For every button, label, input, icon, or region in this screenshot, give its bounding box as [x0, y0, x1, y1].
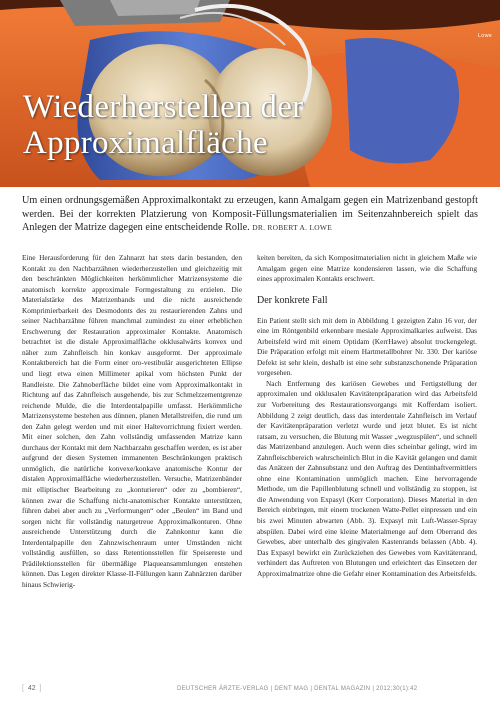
- page-number-value: 42: [27, 685, 36, 692]
- article-title-line-1: Wiederherstellen der: [23, 89, 304, 125]
- journal-citation: DEUTSCHER ÄRZTE-VERLAG | DENT MAG | DENTAL MAGAZIN | 2012;30(1):42: [177, 686, 418, 692]
- article-title: [23, 89, 483, 161]
- page-number: [ 42 ]: [22, 685, 42, 692]
- lead-text: Um einen ordnungsgemäßen Approximalkontakt zu erzeugen, kann Amalgam gegen ein Matrizenband gestopft werden. Bei der korrekten Platzierung von Komposit-Füllungsmaterialien im Seitenzahnbereich spielt das Anlegen der Matrize dagegen eine entscheidende Rolle.: [22, 195, 478, 234]
- hero-photo: [0, 0, 500, 187]
- photo-credit: Lowe: [478, 33, 492, 39]
- body-paragraph: keiten bereiten, da sich Kompositmaterialien nicht in gleichem Maße wie Amalgam gegen eine Matrize kondensieren lassen, wie die Schaffung eines approximalen Kontakts erschwert.: [257, 253, 477, 284]
- lead-paragraph: [22, 194, 478, 235]
- body-column-left: [22, 253, 242, 681]
- body-paragraph: Eine Herausforderung für den Zahnarzt hat stets darin bestanden, den Kontakt zu den Nachbarzähnen wiederherzustellen und gleichzeitig mit den beschränkten Möglichkeiten herkömmlicher Matrizensysteme die anatomisch korrekte approximale Formgestaltung zu erzielen. Die Materialstärke des Matrizenbands und die nicht ausreichende Komprimierbarkeit des Desmodonts des zu restaurierenden Zahns und seiner Nachbarzähne führen manchmal zumindest zu einer erheblichen Erschwerung der Restauration approximaler Kontakte. Anatomisch betrachtet ist die distale Approximalfläche okklusalwärts konvex und näher zum Zahnfleisch hin konkav ausgeformt. Der approximale Kontaktbereich hat die Form einer oro-vestibulär ausgerichteten Ellipse und liegt etwa einen Millimeter apikal vom höchsten Punkt der Randleiste. Die Zahnoberfläche bildet eine vom Approximalkontakt in Richtung auf das Zahnfleisch ausgehende, bis zur Schmelzzementgrenze reichende Mulde, die die Interdentalpapille umfasst. Herkömmliche Matrizensysteme bestehen aus dünnen, planen Metallstreifen, die rund um den Zahn gelegt werden und mit einer Haltevorrichtung fixiert werden. Mit einer solchen, den Zahn vollständig umfassenden Matrize kann durchaus der Kontakt mit dem Nachbarzahn geschaffen werden, es ist aber aufgrund der diesen Systemen immanenten Beschränkungen praktisch unmöglich, die natürliche konvexe/konkave anatomische Kontur der distalen Approximalfläche wiederherzustellen. Versuche, Matrizenbänder mit elliptischer Bearbeitung zu „konturieren“ oder zu „bombieren“, können zwar die Schaffung nicht-anatomischer Kontakte unterstützen, führen dabei aber auch zu „Verformungen“ oder „Beulen“ im Band und sorgen nicht für vollständig naturgetreue Approximalkonturen. Ohne ausreichende Unterstützung durch die Zahnkontur kann die Interdentalpapille den Zahnzwischenraum unter Umständen nicht vollständig ausfüllen, so dass Retentionsstellen für Speisereste und Prädilektionsstellen für übermäßige Plaqueansammlungen entstehen können. Das Legen direkter Klasse-II-Füllungen kann Zahnärzten darüber hinaus Schwierig-: [22, 253, 242, 589]
- body-column-right: [257, 253, 477, 681]
- page-footer: [22, 685, 478, 695]
- article-title-line-2: Approximalfläche: [23, 125, 268, 161]
- body-paragraph: Nach Entfernung des kariösen Gewebes und Fertigstellung der approximalen und okklusalen Kavitätenpräparation wird das Arbeitsfeld zur Vorbereitung des Restaurationsvorgangs mit Kofferdam isoliert. Abbildung 2 zeigt deutlich, dass das interdentale Zahnfleisch im Verlauf der Kavitätenpräparation verletzt wurde und jetzt blutet. Es ist nicht ratsam, zu versuchen, die Blutung mit Wasser „wegzuspülen“, und schnell das Matrizenband anzulegen. Auch wenn dies scheinbar gelingt, wird im Zahnfleischbereich wahrscheinlich Blut in die Kavität gelangen und damit das Anätzen der Zahnsubstanz und den Auftrag des Dentinhaftvermittlers ohne eine Kontamination unmöglich machen. Eine hervorragende Methode, um die Papillenblutung schnell und vollständig zu stoppen, ist die Anwendung von Expasyl (Kerr Corporation). Dieses Material in den Bereich einbringen, mit einem trockenen Watte-Pellet einpressen und ein bis zwei Minuten abwarten (Abb. 3). Expasyl mit Luft-Wasser-Spray abspülen. Dabei wird eine kleine Materialmenge auf dem Oberrand des Gewebes, aber unterhalb des gingivalen Kastenrands belassen (Abb. 4). Das Expasyl bewirkt ein Zurückziehen des Gewebes vom Kavitätenrand, verhindert das Auftreten von Blutungen und erleichtert das Einsetzen der Approximalmatrize ohne die Gefahr einer Kontamination des Arbeitsfelds.: [257, 378, 477, 578]
- section-heading: Der konkrete Fall: [257, 294, 328, 306]
- author-byline: DR. ROBERT A. LOWE: [252, 223, 333, 233]
- body-paragraph: Ein Patient stellt sich mit dem in Abbildung 1 gezeigten Zahn 16 vor, der eine im Röntgenbild erkennbare mesiale Approximalkaries aufweist. Das Arbeitsfeld wird mit einem Optidam (KerrHawe) absolut trockengelegt. Die Präparation erfolgt mit einem Hartmetallbohrer Nr. 330. Der kariöse Defekt ist sehr klein, deshalb ist eine sehr substanzschonende Präparation vorgesehen.: [257, 315, 477, 378]
